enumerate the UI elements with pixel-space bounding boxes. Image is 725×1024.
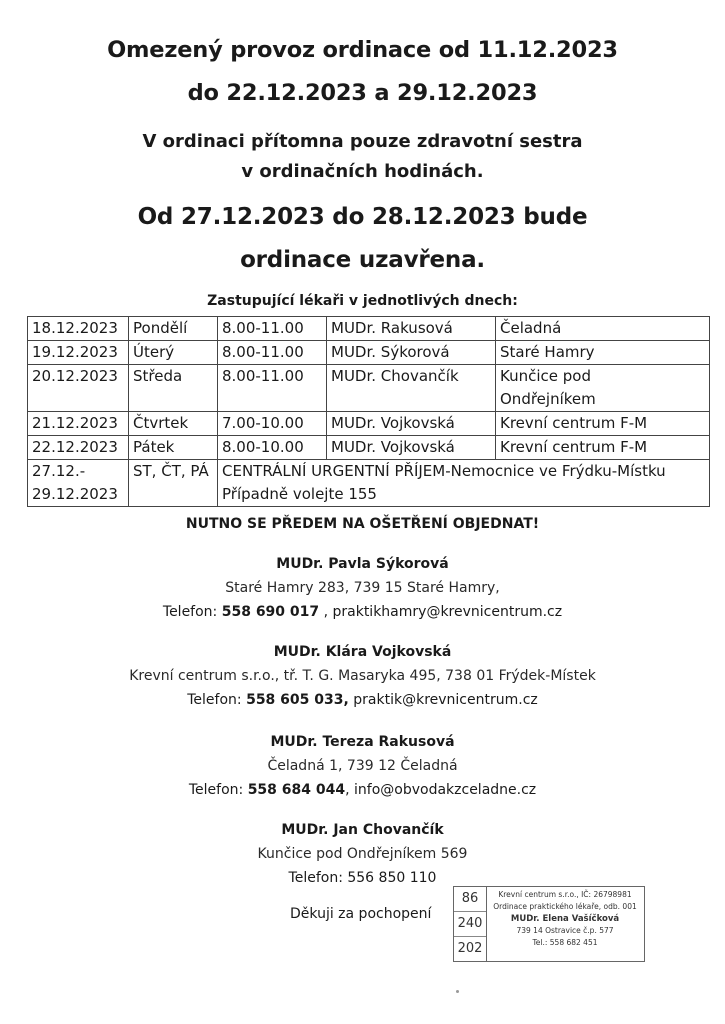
stamp-line: Krevní centrum s.r.o., IČ: 26798981 [498, 890, 632, 899]
contact-address: Krevní centrum s.r.o., tř. T. G. Masaryka 495, 738 01 Frýdek-Místek [129, 668, 596, 684]
closure-line-1: Od 27.12.2023 do 28.12.2023 bude [137, 204, 588, 230]
contact-name: MUDr. Tereza Rakusová [270, 734, 455, 750]
stamp-number: 240 [454, 912, 486, 937]
table-row [28, 436, 710, 460]
place-cell: Krevní centrum F-M [496, 436, 710, 460]
contact-block [0, 730, 725, 802]
contact-address: Staré Hamry 283, 739 15 Staré Hamry, [225, 580, 500, 596]
table-row [28, 317, 710, 341]
date-cell: 21.12.2023 [28, 412, 129, 436]
subtitle-line-2: v ordinačních hodinách. [241, 161, 484, 182]
date-cell: 18.12.2023 [28, 317, 129, 341]
closure-line-2: ordinace uzavřena. [240, 247, 485, 273]
day-cell: Čtvrtek [129, 412, 218, 436]
day-cell: Pátek [129, 436, 218, 460]
subtitle-line-1: V ordinaci přítomna pouze zdravotní sestra [142, 131, 583, 152]
stamp-line: 739 14 Ostravice č.p. 577 [516, 926, 614, 935]
stamp-line: Ordinace praktického lékaře, odb. 001 [493, 902, 637, 911]
contact-block [0, 640, 725, 712]
place-line: Ondřejníkem [500, 390, 596, 408]
date-line: 27.12.- [32, 462, 86, 480]
doctor-cell: MUDr. Sýkorová [327, 341, 496, 365]
hours-cell: 7.00-10.00 [218, 412, 327, 436]
emergency-line: Případně volejte 155 [222, 485, 377, 503]
day-cell: ST, ČT, PÁ [129, 460, 218, 507]
contact-address: Čeladná 1, 739 12 Čeladná [267, 758, 458, 774]
place-cell: Čeladná [496, 317, 710, 341]
scan-speck [456, 990, 459, 993]
title-line-2: do 22.12.2023 a 29.12.2023 [187, 80, 538, 106]
clinic-stamp [453, 886, 645, 962]
emergency-line: CENTRÁLNÍ URGENTNÍ PŘÍJEM-Nemocnice ve Frýdku-Místku [222, 462, 666, 480]
place-cell: Staré Hamry [496, 341, 710, 365]
contact-email: praktik@krevnicentrum.cz [348, 692, 538, 708]
place-cell [496, 365, 710, 412]
hours-cell: 8.00-11.00 [218, 341, 327, 365]
stamp-number-column [454, 887, 487, 961]
thanks-text: Děkuji za pochopení [290, 906, 432, 922]
phone-label: Telefon: [187, 692, 242, 708]
hours-cell: 8.00-11.00 [218, 365, 327, 412]
stamp-number: 86 [454, 887, 486, 912]
day-cell: Úterý [129, 341, 218, 365]
table-row [28, 460, 710, 507]
phone-number: 558 684 044 [247, 782, 346, 798]
doctor-cell: MUDr. Rakusová [327, 317, 496, 341]
doctor-cell: MUDr. Chovančík [327, 365, 496, 412]
stamp-number: 202 [457, 941, 483, 956]
hours-cell: 8.00-10.00 [218, 436, 327, 460]
contact-phone-line: Telefon: 556 850 110 [288, 870, 437, 886]
contact-block [0, 818, 725, 890]
contact-name: MUDr. Jan Chovančík [281, 822, 444, 838]
table-row [28, 412, 710, 436]
contact-block [0, 552, 725, 624]
date-cell: 20.12.2023 [28, 365, 129, 412]
phone-label: Telefon: [188, 782, 244, 798]
phone-number: 558 690 017 [221, 604, 320, 620]
place-cell: Krevní centrum F-M [496, 412, 710, 436]
table-row [28, 365, 710, 412]
contact-address: Kunčice pod Ondřejníkem 569 [257, 846, 468, 862]
table-row [28, 341, 710, 365]
contact-phone-line [0, 778, 725, 802]
stamp-text [488, 889, 642, 949]
date-cell: 19.12.2023 [28, 341, 129, 365]
doctor-cell: MUDr. Vojkovská [327, 436, 496, 460]
phone-number: 558 605 033, [246, 692, 349, 708]
title-line-1: Omezený provoz ordinace od 11.12.2023 [107, 37, 618, 63]
place-line: Kunčice pod [500, 367, 591, 385]
stamp-line: Tel.: 558 682 451 [532, 938, 598, 947]
substitute-schedule-table [27, 316, 710, 507]
table-caption: Zastupující lékaři v jednotlivých dnech: [207, 293, 518, 309]
contact-email: , praktikhamry@krevnicentrum.cz [319, 604, 563, 620]
doctor-cell: MUDr. Vojkovská [327, 412, 496, 436]
hours-cell: 8.00-11.00 [218, 317, 327, 341]
phone-label: Telefon: [162, 604, 218, 620]
date-cell [28, 460, 129, 507]
contact-email: , info@obvodakzceladne.cz [345, 782, 537, 798]
appointment-notice: NUTNO SE PŘEDEM NA OŠETŘENÍ OBJEDNAT! [185, 516, 540, 532]
contact-phone-line [0, 600, 725, 624]
date-line: 29.12.2023 [32, 485, 118, 503]
contact-name: MUDr. Pavla Sýkorová [276, 556, 449, 572]
stamp-line: MUDr. Elena Vašíčková [510, 914, 620, 924]
date-cell: 22.12.2023 [28, 436, 129, 460]
contact-phone-line [0, 688, 725, 712]
day-cell: Středa [129, 365, 218, 412]
contact-name: MUDr. Klára Vojkovská [273, 644, 452, 660]
day-cell: Pondělí [129, 317, 218, 341]
emergency-info-cell [218, 460, 710, 507]
